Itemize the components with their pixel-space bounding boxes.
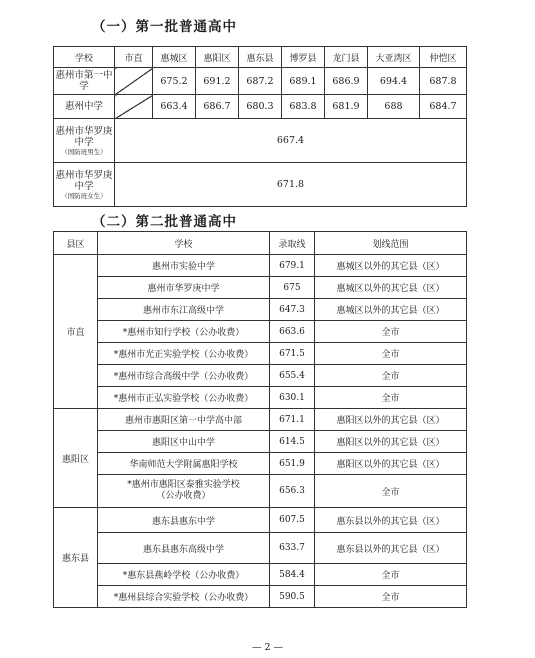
column-header: 县区 [54, 232, 98, 255]
school-name: *惠东县燕岭学校（公办收费） [98, 564, 270, 586]
table-row [54, 533, 467, 564]
school-name: 惠阳区中山中学 [98, 431, 270, 453]
school-name: 惠州市实验中学 [98, 255, 270, 277]
column-header: 惠阳区 [196, 47, 239, 68]
score-cell: 689.1 [282, 68, 325, 95]
column-header: 录取线 [270, 232, 315, 255]
table-row [54, 387, 467, 409]
score-cell: 630.1 [270, 387, 315, 409]
table-row [54, 95, 467, 119]
district-cell: 惠东县 [54, 508, 98, 608]
district-cell: 惠阳区 [54, 409, 98, 508]
empty-diagonal-cell [115, 68, 153, 95]
school-name: 惠州市第一中学 [54, 68, 115, 95]
range-cell: 惠东县以外的其它县（区） [315, 533, 467, 564]
table-row [54, 343, 467, 365]
range-cell: 全市 [315, 387, 467, 409]
table-row [54, 453, 467, 475]
merged-score-cell: 667.4 [115, 119, 467, 163]
table-row [54, 119, 467, 163]
score-cell: 679.1 [270, 255, 315, 277]
score-cell: 614.5 [270, 431, 315, 453]
score-cell: 584.4 [270, 564, 315, 586]
column-header: 仲恺区 [420, 47, 467, 68]
section1-title: （一）第一批普通高中 [92, 19, 237, 35]
school-name: *惠州市光正实验学校（公办收费） [98, 343, 270, 365]
range-cell: 全市 [315, 475, 467, 508]
school-name: 惠东县惠东高级中学 [98, 533, 270, 564]
table-row [54, 321, 467, 343]
school-name: 惠州市华罗庚中学 [55, 125, 113, 148]
score-cell: 687.2 [239, 68, 282, 95]
score-cell: 675 [270, 277, 315, 299]
score-cell: 688 [368, 95, 420, 119]
range-cell: 全市 [315, 321, 467, 343]
score-cell: 694.4 [368, 68, 420, 95]
school-cell [54, 163, 115, 207]
score-cell: 691.2 [196, 68, 239, 95]
school-cell [98, 475, 270, 508]
score-cell: 655.4 [270, 365, 315, 387]
table-row [54, 409, 467, 431]
school-name: *惠州市惠阳区泰雅实验学校 [127, 480, 240, 490]
range-cell: 全市 [315, 586, 467, 608]
section2-title: （二）第二批普通高中 [92, 214, 237, 230]
table-row [54, 277, 467, 299]
column-header: 龙门县 [325, 47, 368, 68]
district-cell: 市直 [54, 255, 98, 409]
empty-diagonal-cell [115, 95, 153, 119]
column-header: 大亚湾区 [368, 47, 420, 68]
score-cell: 681.9 [325, 95, 368, 119]
table-row [54, 299, 467, 321]
range-cell: 惠城区以外的其它县（区） [315, 255, 467, 277]
school-name: 惠州市东江高级中学 [98, 299, 270, 321]
score-cell: 663.6 [270, 321, 315, 343]
table-row [54, 475, 467, 508]
column-header: 惠城区 [153, 47, 196, 68]
range-cell: 全市 [315, 343, 467, 365]
score-cell: 651.9 [270, 453, 315, 475]
score-cell: 671.1 [270, 409, 315, 431]
score-cell: 686.9 [325, 68, 368, 95]
page-number: — 2 — [251, 642, 284, 653]
school-name: *惠州市知行学校（公办收费） [98, 321, 270, 343]
score-cell: 590.5 [270, 586, 315, 608]
score-cell: 684.7 [420, 95, 467, 119]
school-name: 惠州市华罗庚中学 [98, 277, 270, 299]
table-row [54, 163, 467, 207]
score-cell: 633.7 [270, 533, 315, 564]
range-cell: 惠阳区以外的其它县（区） [315, 431, 467, 453]
table-row [54, 586, 467, 608]
table-row [54, 508, 467, 533]
table-header-row [54, 47, 467, 68]
score-cell: 607.5 [270, 508, 315, 533]
range-cell: 惠城区以外的其它县（区） [315, 299, 467, 321]
school-name: *惠州市正弘实验学校（公办收费） [98, 387, 270, 409]
school-name: *惠州县综合实验学校（公办收费） [98, 586, 270, 608]
table-row [54, 365, 467, 387]
score-cell: 647.3 [270, 299, 315, 321]
table-row [54, 68, 467, 95]
merged-score-cell: 671.8 [115, 163, 467, 207]
school-name: *惠州市综合高级中学（公办收费） [98, 365, 270, 387]
school-name: 惠东县惠东中学 [98, 508, 270, 533]
range-cell: 全市 [315, 564, 467, 586]
score-cell: 671.5 [270, 343, 315, 365]
score-cell: 687.8 [420, 68, 467, 95]
range-cell: 惠阳区以外的其它县（区） [315, 453, 467, 475]
range-cell: 全市 [315, 365, 467, 387]
first-batch-table [53, 46, 467, 207]
column-header: 学校 [98, 232, 270, 255]
range-cell: 惠东县以外的其它县（区） [315, 508, 467, 533]
table-row [54, 564, 467, 586]
school-name: 惠州市惠阳区第一中学高中部 [98, 409, 270, 431]
second-batch-table [53, 231, 467, 608]
column-header: 惠东县 [239, 47, 282, 68]
score-cell: 683.8 [282, 95, 325, 119]
score-cell: 656.3 [270, 475, 315, 508]
column-header: 市直 [115, 47, 153, 68]
school-name: 惠州中学 [54, 95, 115, 119]
school-name-line2: （公办收费） [156, 491, 211, 501]
range-cell: 惠城区以外的其它县（区） [315, 277, 467, 299]
column-header: 学校 [54, 47, 115, 68]
school-cell [54, 119, 115, 163]
score-cell: 680.3 [239, 95, 282, 119]
table-header-row [54, 232, 467, 255]
range-cell: 惠阳区以外的其它县（区） [315, 409, 467, 431]
school-name: 惠州市华罗庚中学 [55, 169, 113, 192]
table-row [54, 431, 467, 453]
score-cell: 663.4 [153, 95, 196, 119]
table-row [54, 255, 467, 277]
score-cell: 686.7 [196, 95, 239, 119]
school-name: 华南师范大学附属惠阳学校 [98, 453, 270, 475]
column-header: 博罗县 [282, 47, 325, 68]
school-note: （国防班女生） [61, 191, 107, 200]
school-note: （国防班男生） [61, 147, 107, 156]
score-cell: 675.2 [153, 68, 196, 95]
column-header: 划线范围 [315, 232, 467, 255]
